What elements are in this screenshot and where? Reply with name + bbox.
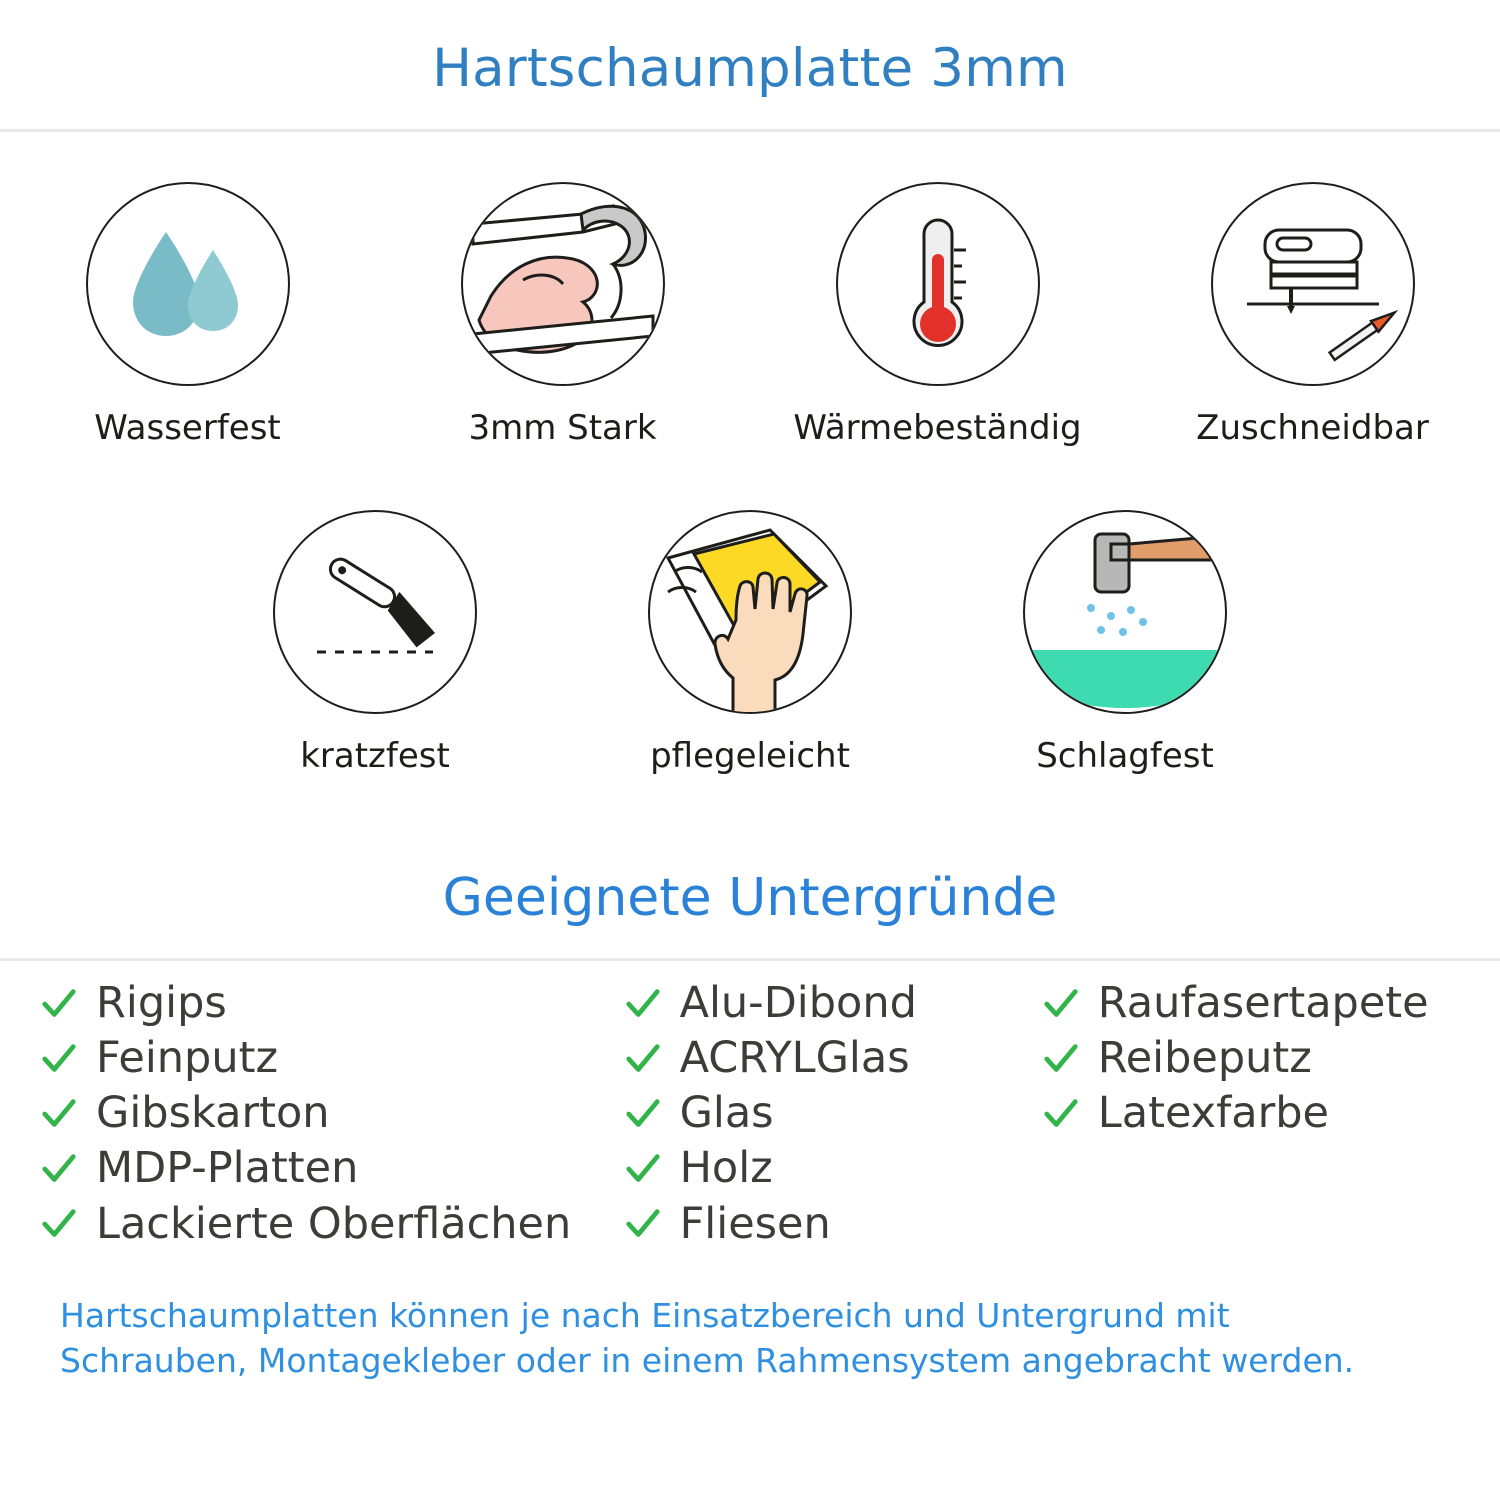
list-item [40,1198,624,1249]
feature-icon-circle [86,182,290,386]
list-item-label: Feinputz [96,1033,279,1084]
check-icon [624,1095,662,1133]
list-item [624,1033,1042,1084]
substrates-column-2 [624,978,1042,1249]
check-icon [40,985,78,1023]
list-item-label: ACRYLGlas [679,1033,910,1084]
feature-item [375,182,750,448]
list-item-label: Holz [679,1143,773,1194]
knife-scratch-icon [275,512,475,712]
feature-label: Wärmebeständig [793,408,1082,448]
check-icon [1042,1095,1080,1133]
check-icon [40,1205,78,1243]
check-icon [40,1040,78,1078]
feature-icon-circle [1023,510,1227,714]
feature-item [1125,182,1500,448]
flexing-arm-icon [463,184,663,384]
feature-label: Wasserfest [94,408,281,448]
features-row-1 [0,182,1500,448]
check-icon [624,1040,662,1078]
hammer-impact-icon [1025,512,1225,712]
list-item [1042,1033,1460,1084]
page-title: Hartschaumplatte 3mm [432,38,1068,99]
feature-item [750,182,1125,448]
feature-icon-circle [273,510,477,714]
list-item-label: Rigips [96,978,227,1028]
jigsaw-cutter-icon [1213,184,1413,384]
feature-item [188,510,563,776]
list-item-label: Lackierte Oberflächen [96,1198,572,1249]
feature-icon-circle [836,182,1040,386]
divider-bottom [0,958,1500,961]
feature-label: kratzfest [300,736,450,776]
footer-note-line-1: Hartschaumplatten können je nach Einsatzbereich und Untergrund mit [60,1295,1230,1335]
features-section [0,182,1500,776]
feature-label: pflegeleicht [650,736,850,776]
water-drops-icon [88,184,288,384]
list-item-label: Reibeputz [1097,1033,1312,1084]
features-row-2 [0,510,1500,776]
feature-icon-circle [1211,182,1415,386]
substrates-column-1 [40,978,624,1249]
divider-top [0,129,1500,132]
substrates-list [0,978,1500,1249]
feature-item [0,182,375,448]
substrates-column-3 [1042,978,1460,1247]
feature-icon-circle [461,182,665,386]
list-item-label: Gibskarton [96,1088,330,1139]
feature-icon-circle [648,510,852,714]
list-item [624,1088,1042,1139]
check-icon [40,1150,78,1188]
hand-cloth-wipe-icon [650,512,850,712]
check-icon [1042,1040,1080,1078]
feature-label: 3mm Stark [468,408,657,448]
list-item-label: Latexfarbe [1097,1088,1330,1139]
list-item-label: Alu-Dibond [679,978,917,1028]
check-icon [624,1205,662,1243]
feature-item [563,510,938,776]
thermometer-icon [838,184,1038,384]
list-item [40,978,624,1028]
feature-label: Zuschneidbar [1196,408,1429,448]
footer-note [0,1293,1500,1384]
check-icon [1042,985,1080,1023]
check-icon [40,1095,78,1133]
check-icon [624,1150,662,1188]
list-item [1042,1088,1460,1139]
list-item-label: Raufasertapete [1097,978,1429,1028]
feature-item [938,510,1313,776]
list-item-label: Glas [679,1088,774,1139]
check-icon [624,985,662,1023]
list-item [40,1088,624,1139]
list-item [40,1033,624,1084]
list-item [1042,978,1460,1028]
list-item [624,978,1042,1028]
footer-note-line-2: Schrauben, Montagekleber oder in einem Rahmensystem angebracht werden. [60,1341,1355,1381]
substrates-title: Geeignete Untergründe [442,868,1058,928]
list-item [624,1198,1042,1249]
list-item [40,1143,624,1194]
feature-label: Schlagfest [1036,736,1214,776]
list-item-label: Fliesen [679,1198,831,1249]
list-item-label: MDP-Platten [96,1143,359,1194]
list-item [624,1143,1042,1194]
